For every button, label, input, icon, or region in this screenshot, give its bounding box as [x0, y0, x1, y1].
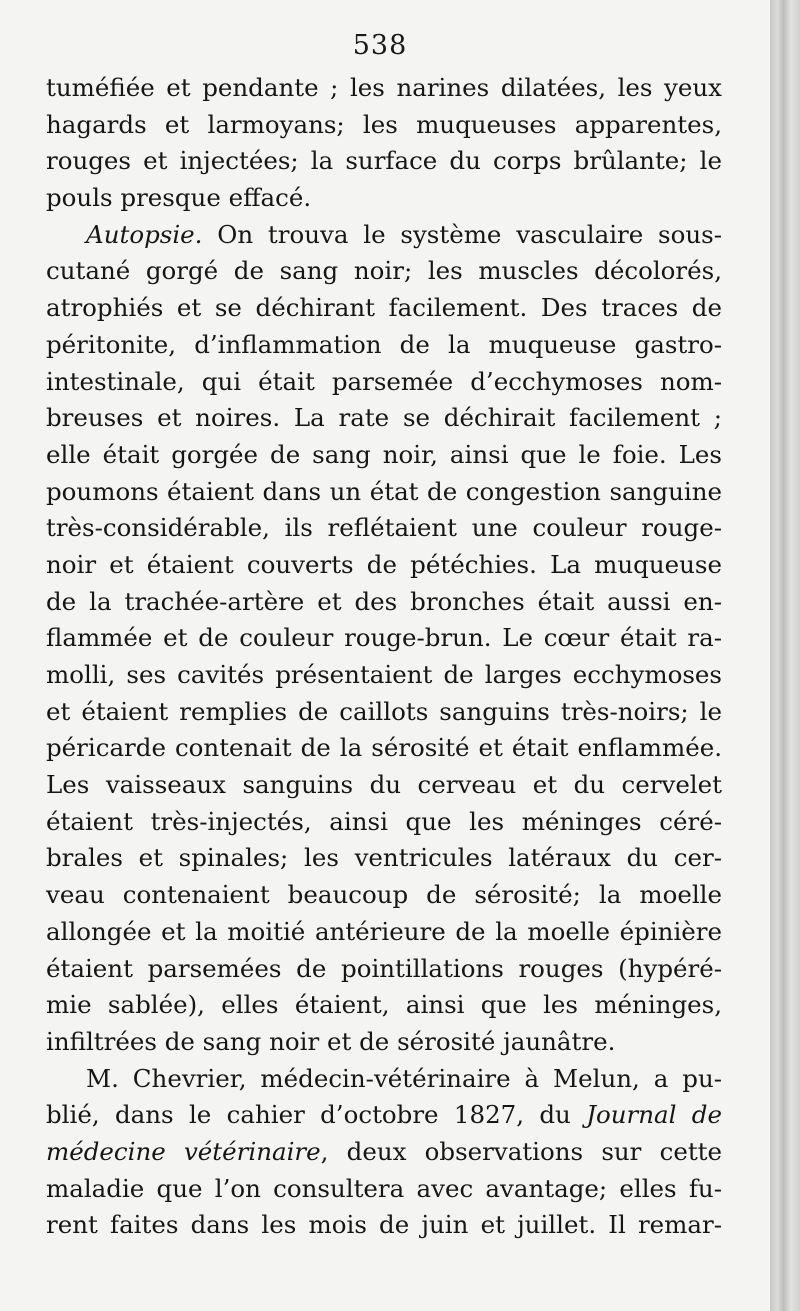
text-line — [46, 474, 722, 511]
text-line — [46, 1207, 722, 1244]
text-line — [46, 951, 722, 988]
text-line — [46, 510, 722, 547]
text-line — [46, 620, 722, 657]
text-line — [46, 987, 722, 1024]
text-line — [46, 364, 722, 401]
text-line — [46, 1024, 722, 1061]
text-line — [46, 327, 722, 364]
text-segment: , deux observations sur cette — [320, 1136, 723, 1166]
text-line — [46, 840, 722, 877]
text-segment: pouls presque effacé. — [46, 183, 312, 213]
text-segment: intestinale, qui était parsemée d’ecchymoses nom- — [46, 366, 722, 396]
text-segment: et étaient remplies de caillots sanguins très-noirs; le — [46, 696, 722, 726]
text-segment: breuses et noires. La rate se déchirait facilement ; — [46, 403, 722, 433]
text-line — [46, 694, 722, 731]
text-line — [46, 767, 722, 804]
text-line — [46, 1097, 722, 1134]
text-segment: blié, dans le cahier d’octobre 1827, du — [46, 1100, 587, 1130]
body-text — [46, 70, 722, 1244]
text-segment: elle était gorgée de sang noir, ainsi que le foie. Les — [46, 439, 722, 469]
text-line — [46, 253, 722, 290]
text-segment: allongée et la moitié antérieure de la moelle épinière — [46, 916, 722, 946]
text-segment: On trouva le système vasculaire sous- — [202, 219, 722, 249]
text-line — [46, 437, 722, 474]
italic-text: Autopsie. — [86, 219, 203, 249]
text-segment: hagards et larmoyans; les muqueuses apparentes, — [46, 109, 722, 139]
text-segment: cutané gorgé de sang noir; les muscles décolorés, — [46, 256, 722, 286]
text-segment: très-considérable, ils reflétaient une couleur rouge- — [46, 513, 722, 543]
text-line — [46, 70, 722, 107]
text-line — [46, 804, 722, 841]
text-line — [46, 217, 722, 254]
text-segment: étaient très-injectés, ainsi que les méninges céré- — [46, 806, 722, 836]
text-line — [46, 547, 722, 584]
italic-text: médecine vétérinaire — [46, 1136, 321, 1166]
text-line — [46, 1171, 722, 1208]
text-segment: noir et étaient couverts de pétéchies. La muqueuse — [46, 549, 722, 579]
page-edge — [770, 0, 800, 1311]
text-segment: rent faites dans les mois de juin et juillet. Il remar- — [46, 1210, 722, 1240]
text-line — [46, 877, 722, 914]
text-line — [46, 180, 722, 217]
text-segment: mie sablée), elles étaient, ainsi que les méninges, — [46, 990, 722, 1020]
text-segment: maladie que l’on consultera avec avantage; elles fu- — [46, 1173, 722, 1203]
text-segment: veau contenaient beaucoup de sérosité; la moelle — [46, 880, 722, 910]
text-line — [46, 1134, 722, 1171]
text-line — [46, 400, 722, 437]
text-line — [46, 143, 722, 180]
text-segment: infiltrées de sang noir et de sérosité jaunâtre. — [46, 1026, 616, 1056]
text-line — [46, 290, 722, 327]
text-line — [46, 914, 722, 951]
text-line — [46, 107, 722, 144]
text-line — [46, 1061, 722, 1098]
text-segment: molli, ses cavités présentaient de larges ecchymoses — [46, 660, 722, 689]
text-segment: rouges et injectées; la surface du corps brûlante; le — [46, 146, 722, 176]
text-segment: péritonite, d’inflammation de la muqueuse gastro- — [46, 329, 722, 359]
text-segment: Les vaisseaux sanguins du cerveau et du cervelet — [46, 770, 722, 800]
text-segment: péricarde contenait de la sérosité et était enflammée. — [46, 733, 722, 763]
text-segment: étaient parsemées de pointillations rouges (hypéré- — [46, 953, 722, 983]
text-segment: poumons étaient dans un état de congestion sanguine — [46, 476, 722, 506]
text-segment: atrophiés et se déchirant facilement. Des traces de — [46, 293, 722, 323]
page-number: 538 — [352, 30, 408, 61]
text-segment: M. Chevrier, médecin-vétérinaire à Melun, a pu- — [86, 1063, 722, 1093]
text-segment: brales et spinales; les ventricules latéraux du cer- — [46, 843, 722, 873]
text-line — [46, 584, 722, 621]
text-line — [46, 657, 722, 694]
italic-text: Journal de — [586, 1100, 722, 1130]
text-segment: tuméfiée et pendante ; les narines dilatées, les yeux — [46, 73, 722, 102]
text-segment: de la trachée-artère et des bronches était aussi en- — [46, 586, 722, 616]
text-line — [46, 730, 722, 767]
text-segment: flammée et de couleur rouge-brun. Le cœur était ra- — [46, 623, 722, 653]
